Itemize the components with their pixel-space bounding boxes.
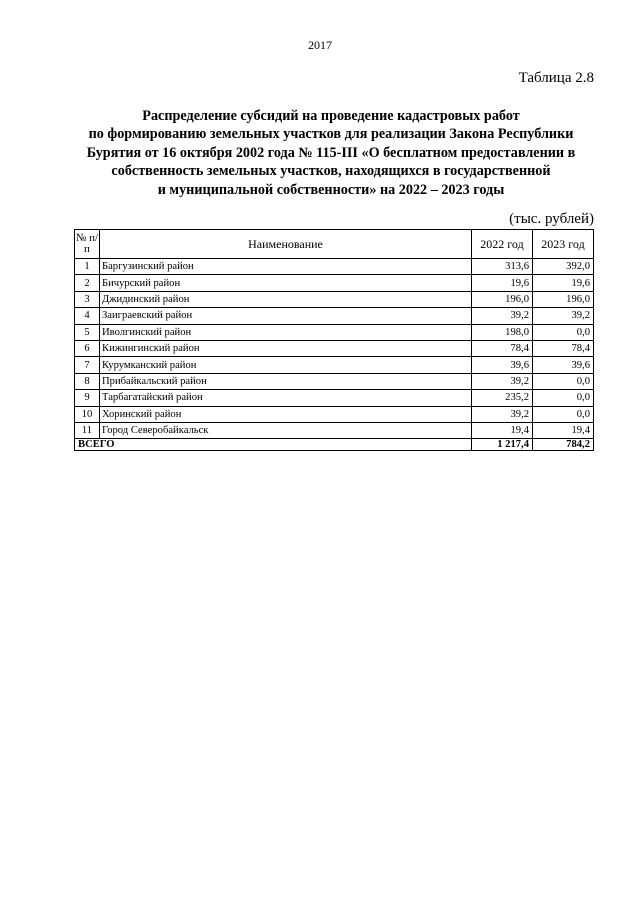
row-name: Город Северобайкальск bbox=[100, 422, 472, 438]
row-num: 10 bbox=[75, 406, 100, 422]
title-line: Бурятия от 16 октября 2002 года № 115-III «О бесплатном предоставлении в bbox=[86, 144, 576, 161]
page-number: 2017 bbox=[308, 38, 332, 52]
title-line: Распределение субсидий на проведение кадастровых работ bbox=[142, 108, 520, 124]
row-2022: 39,6 bbox=[472, 357, 533, 373]
row-2023: 39,2 bbox=[533, 308, 594, 324]
row-name: Бичурский район bbox=[100, 275, 472, 291]
row-2022: 196,0 bbox=[472, 291, 533, 307]
row-2022: 19,6 bbox=[472, 275, 533, 291]
table-label: Таблица 2.8 bbox=[518, 70, 594, 86]
table-row bbox=[75, 340, 594, 356]
row-name: Прибайкальский район bbox=[100, 373, 472, 389]
row-num: 2 bbox=[75, 275, 100, 291]
row-name: Джидинский район bbox=[100, 291, 472, 307]
row-2023: 0,0 bbox=[533, 373, 594, 389]
total-row bbox=[75, 439, 594, 451]
header-num: № п/п bbox=[75, 230, 100, 259]
title-line: по формированию земельных участков для реализации Закона Республики bbox=[88, 126, 574, 143]
row-2023: 19,6 bbox=[533, 275, 594, 291]
table-row bbox=[75, 308, 594, 324]
row-num: 7 bbox=[75, 357, 100, 373]
row-2022: 313,6 bbox=[472, 259, 533, 275]
title-line: и муниципальной собственности» на 2022 – 2023 годы bbox=[157, 181, 505, 198]
table-row bbox=[75, 373, 594, 389]
total-2023: 784,2 bbox=[533, 439, 594, 451]
row-2022: 235,2 bbox=[472, 390, 533, 406]
row-2023: 39,6 bbox=[533, 357, 594, 373]
row-2023: 196,0 bbox=[533, 291, 594, 307]
row-2022: 39,2 bbox=[472, 373, 533, 389]
row-num: 8 bbox=[75, 373, 100, 389]
row-2022: 78,4 bbox=[472, 340, 533, 356]
row-2022: 39,2 bbox=[472, 406, 533, 422]
table-header-row bbox=[75, 230, 594, 259]
table-row bbox=[75, 390, 594, 406]
header-2023: 2023 год bbox=[533, 230, 594, 259]
row-2023: 19,4 bbox=[533, 422, 594, 438]
row-2023: 78,4 bbox=[533, 340, 594, 356]
row-name: Хоринский район bbox=[100, 406, 472, 422]
row-2023: 0,0 bbox=[533, 406, 594, 422]
row-num: 3 bbox=[75, 291, 100, 307]
row-2023: 392,0 bbox=[533, 259, 594, 275]
row-2023: 0,0 bbox=[533, 324, 594, 340]
row-2022: 39,2 bbox=[472, 308, 533, 324]
total-label: ВСЕГО bbox=[75, 439, 472, 451]
row-name: Кижингинский район bbox=[100, 340, 472, 356]
row-name: Тарбагатайский район bbox=[100, 390, 472, 406]
header-2022: 2022 год bbox=[472, 230, 533, 259]
row-num: 6 bbox=[75, 340, 100, 356]
row-num: 1 bbox=[75, 259, 100, 275]
units-label: (тыс. рублей) bbox=[509, 211, 594, 227]
row-name: Заиграевский район bbox=[100, 308, 472, 324]
title-line: собственность земельных участков, находящихся в государственной bbox=[111, 163, 551, 180]
table-row bbox=[75, 324, 594, 340]
row-name: Курумканский район bbox=[100, 357, 472, 373]
table-row bbox=[75, 275, 594, 291]
row-num: 5 bbox=[75, 324, 100, 340]
row-name: Баргузинский район bbox=[100, 259, 472, 275]
row-name: Иволгинский район bbox=[100, 324, 472, 340]
row-num: 4 bbox=[75, 308, 100, 324]
table-row bbox=[75, 406, 594, 422]
row-2022: 198,0 bbox=[472, 324, 533, 340]
row-num: 11 bbox=[75, 422, 100, 438]
table-row bbox=[75, 291, 594, 307]
table-row bbox=[75, 357, 594, 373]
total-2022: 1 217,4 bbox=[472, 439, 533, 451]
subsidy-table bbox=[74, 229, 594, 451]
row-num: 9 bbox=[75, 390, 100, 406]
row-2022: 19,4 bbox=[472, 422, 533, 438]
row-2023: 0,0 bbox=[533, 390, 594, 406]
table-row bbox=[75, 259, 594, 275]
header-name: Наименование bbox=[100, 230, 472, 259]
document-title bbox=[70, 107, 592, 199]
table-row bbox=[75, 422, 594, 438]
